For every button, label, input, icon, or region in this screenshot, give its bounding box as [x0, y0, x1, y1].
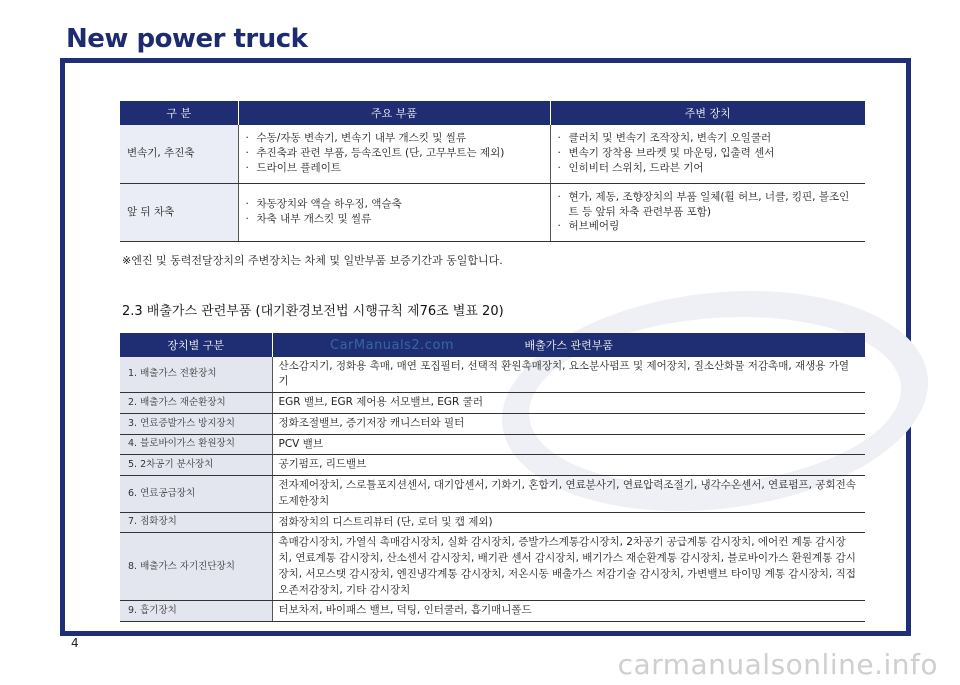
category-cell: 7. 점화장치	[120, 512, 272, 533]
table-row	[120, 357, 865, 393]
list-item: · 차축 내부 개스킷 및 씰류	[245, 212, 544, 227]
table-row	[120, 455, 865, 476]
peripheral-parts-cell	[550, 183, 865, 241]
category-cell: 5. 2차공기 분사장치	[120, 455, 272, 476]
table-row	[120, 125, 865, 183]
overlay-watermark-text: CarManuals2.com	[330, 338, 455, 353]
list-item: · 수동/자동 변속기, 변속기 내부 개스킷 및 씰류	[245, 131, 544, 146]
parts-cell: EGR 밸브, EGR 제어용 서모밸브, EGR 쿨러	[272, 393, 865, 414]
footer-watermark-text: carmanualsonline.info	[617, 648, 938, 681]
parts-cell: 전자제어장치, 스로틀포지션센서, 대기압센서, 기화기, 혼합기, 연료분사기, 연료압력조절기, 냉각수온센서, 연료펌프, 공회전속도제한장치	[272, 476, 865, 513]
list-item: · 허브베어링	[557, 219, 860, 234]
category-cell: 변속기, 추진축	[120, 125, 238, 183]
parts-cell: 공기펌프, 리드밸브	[272, 455, 865, 476]
content-area	[120, 101, 865, 622]
table-header-row	[120, 333, 865, 357]
parts-cell: PCV 밸브	[272, 434, 865, 455]
page-number: 4	[71, 636, 79, 650]
column-header: 주요 부품	[238, 101, 550, 125]
table-row	[120, 393, 865, 414]
table-row	[120, 183, 865, 241]
parts-cell: 산소감지기, 정화용 촉매, 매연 포집필터, 선택적 환원촉매장치, 요소분사펌프 및 제어장치, 질소산화물 저감촉매, 재생용 가열기	[272, 357, 865, 393]
table-row	[120, 533, 865, 601]
category-cell: 4. 블로바이가스 환원장치	[120, 434, 272, 455]
column-header: 구 분	[120, 101, 238, 125]
powertrain-warranty-table	[120, 101, 865, 242]
parts-cell: 촉매감시장치, 가열식 촉매감시장치, 실화 감시장치, 증발가스계통감시장치, 2차공기 공급계통 감시장치, 에어컨 계통 감시장치, 연료계통 감시장치, 산소센서 감시장치, 배기관 센서 감시장치, 배기가스 재순환계통 감시장치, 블로바이가스 환원계통 감시장치, 서모스탯 감시장치, 엔진냉각계통 감시장치, 저온시동 배출가스 저감기술 감시장치, 가변밸브 타이밍 계통 감시장치, 직접오존저감장치, 기타 감시장치	[272, 533, 865, 601]
main-parts-cell	[238, 183, 550, 241]
parts-cell: 터보차저, 바이패스 밸브, 덕팅, 인터쿨러, 흡기매니폴드	[272, 601, 865, 622]
category-cell: 3. 연료증발가스 방지장치	[120, 413, 272, 434]
page-title: New power truck	[66, 24, 308, 54]
list-item: · 인히비터 스위치, 드라븐 기어	[557, 161, 860, 176]
list-item: · 클러치 및 변속기 조작장치, 변속기 오일쿨러	[557, 131, 860, 146]
parts-cell: 점화장치의 디스트리뷰터 (단, 로더 및 캡 제외)	[272, 512, 865, 533]
table-row	[120, 601, 865, 622]
list-item: · 추진축과 관련 부품, 등속조인트 (단, 고무부트는 제외)	[245, 146, 544, 161]
peripheral-parts-cell	[550, 125, 865, 183]
list-item: · 차동장치와 액슬 하우징, 액슬축	[245, 197, 544, 212]
category-cell: 8. 배출가스 자기진단장치	[120, 533, 272, 601]
column-header: 배출가스 관련부품	[272, 333, 865, 357]
warranty-note: ※엔진 및 동력전달장치의 주변장치는 차체 및 일반부품 보증기간과 동일합니다.	[122, 253, 503, 267]
category-cell: 9. 흡기장치	[120, 601, 272, 622]
content-frame	[60, 58, 911, 636]
main-parts-cell	[238, 125, 550, 183]
column-header: 장치별 구분	[120, 333, 272, 357]
list-item: · 현가, 제동, 조향장치의 부품 일체(휠 허브, 너클, 킹핀, 볼조인트 등 앞뒤 차축 관련부품 포함)	[557, 190, 860, 220]
column-header: 주변 장치	[550, 101, 865, 125]
category-cell: 6. 연료공급장치	[120, 476, 272, 513]
list-item: · 변속기 장착용 브라켓 및 마운팅, 입출력 센서	[557, 146, 860, 161]
category-cell: 2. 배출가스 재순환장치	[120, 393, 272, 414]
category-cell: 1. 배출가스 전환장치	[120, 357, 272, 393]
table-row	[120, 434, 865, 455]
table-row	[120, 512, 865, 533]
category-cell: 앞 뒤 차축	[120, 183, 238, 241]
table-header-row	[120, 101, 865, 125]
section-title: 2.3 배출가스 관련부품 (대기환경보전법 시행규칙 제76조 별표 20)	[122, 303, 504, 319]
emission-parts-table	[120, 333, 865, 623]
table-row	[120, 476, 865, 513]
parts-cell: 정화조절밸브, 증기저장 캐니스터와 필터	[272, 413, 865, 434]
list-item: · 드라이브 플레이트	[245, 161, 544, 176]
table-row	[120, 413, 865, 434]
